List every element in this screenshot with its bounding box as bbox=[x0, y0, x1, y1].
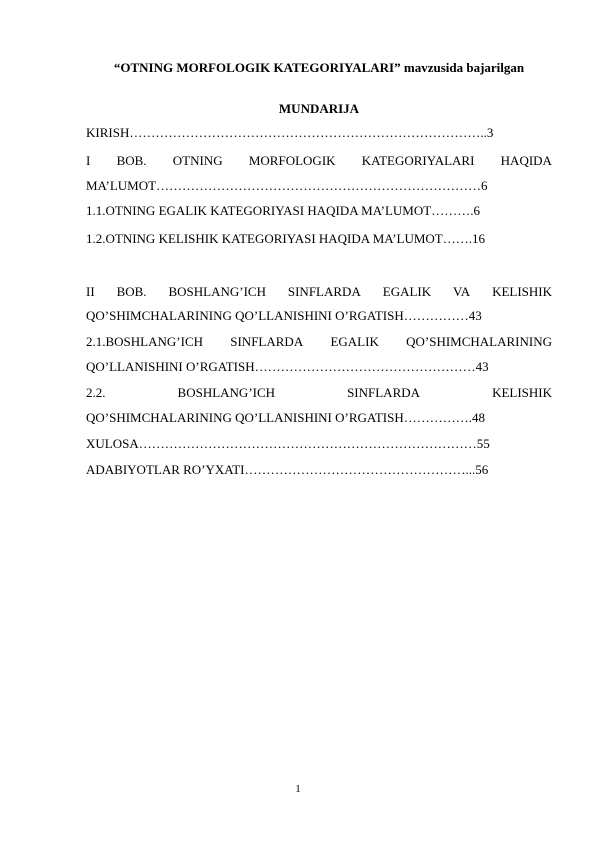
toc-entry-1-1: 1.1.OTNING EGALIK KATEGORIYASI HAQIDA MA’LUMOT……….6 bbox=[86, 203, 480, 218]
toc-word: KELISHIK bbox=[492, 385, 552, 400]
toc-word: SINFLARDA bbox=[287, 284, 361, 299]
toc-entry-2-1-cont: QO’LLANISHINI O’RGATISH……………………………………………43 bbox=[86, 359, 489, 374]
toc-word: 2.2. bbox=[86, 385, 106, 400]
toc-word: SINFLARDA bbox=[230, 334, 304, 349]
toc-entry-kirish: KIRISH………………………………………………………………………..3 bbox=[86, 125, 494, 140]
toc-entry-bob2 bbox=[86, 284, 552, 300]
toc-word: 2.1.BOSHLANG’ICH bbox=[86, 334, 203, 349]
toc-word: VA bbox=[453, 284, 471, 299]
toc-entry-bob1 bbox=[86, 153, 552, 169]
toc-entry-bob2-cont: QO’SHIMCHALARINING QO’LLANISHINI O’RGATISH……………43 bbox=[86, 308, 482, 323]
document-title: “OTNING MORFOLOGIK KATEGORIYALARI” mavzusida bajarilgan bbox=[113, 60, 525, 75]
toc-heading: MUNDARIJA bbox=[278, 101, 360, 116]
toc-entry-2-1 bbox=[86, 334, 552, 350]
toc-word: QO’SHIMCHALARINING bbox=[406, 334, 552, 349]
toc-word: KELISHIK bbox=[492, 284, 552, 299]
toc-entry-1-2: 1.2.OTNING KELISHIK KATEGORIYASI HAQIDA MA’LUMOT…….16 bbox=[86, 231, 486, 246]
toc-word: II bbox=[86, 284, 95, 299]
toc-word: BOB. bbox=[116, 153, 147, 168]
toc-entry-2-2-cont: QO’SHIMCHALARINING QO’LLANISHINI O’RGATISH…………….48 bbox=[86, 410, 486, 425]
toc-entry-xulosa: XULOSA……………………………………………………………………55 bbox=[86, 436, 490, 451]
toc-word: EGALIK bbox=[330, 334, 379, 349]
toc-entry-adabiyotlar: ADABIYOTLAR RO’YXATI……………………………………………...56 bbox=[86, 462, 489, 477]
toc-word: SINFLARDA bbox=[347, 385, 421, 400]
toc-entry-bob1-cont: MA’LUMOT…………………………………………………………………6 bbox=[86, 178, 488, 193]
toc-word: BOB. bbox=[116, 284, 147, 299]
toc-word: BOSHLANG’ICH bbox=[168, 284, 266, 299]
toc-word: KATEGORIYALARI bbox=[361, 153, 475, 168]
toc-word: EGALIK bbox=[382, 284, 432, 299]
toc-word: HAQIDA bbox=[500, 153, 552, 168]
toc-word: BOSHLANG’ICH bbox=[177, 385, 276, 400]
toc-word: OTNING bbox=[172, 153, 223, 168]
toc-word: MORFOLOGIK bbox=[248, 153, 336, 168]
toc-entry-2-2 bbox=[86, 385, 552, 401]
page-number: 1 bbox=[295, 783, 301, 795]
toc-word: I bbox=[86, 153, 91, 168]
